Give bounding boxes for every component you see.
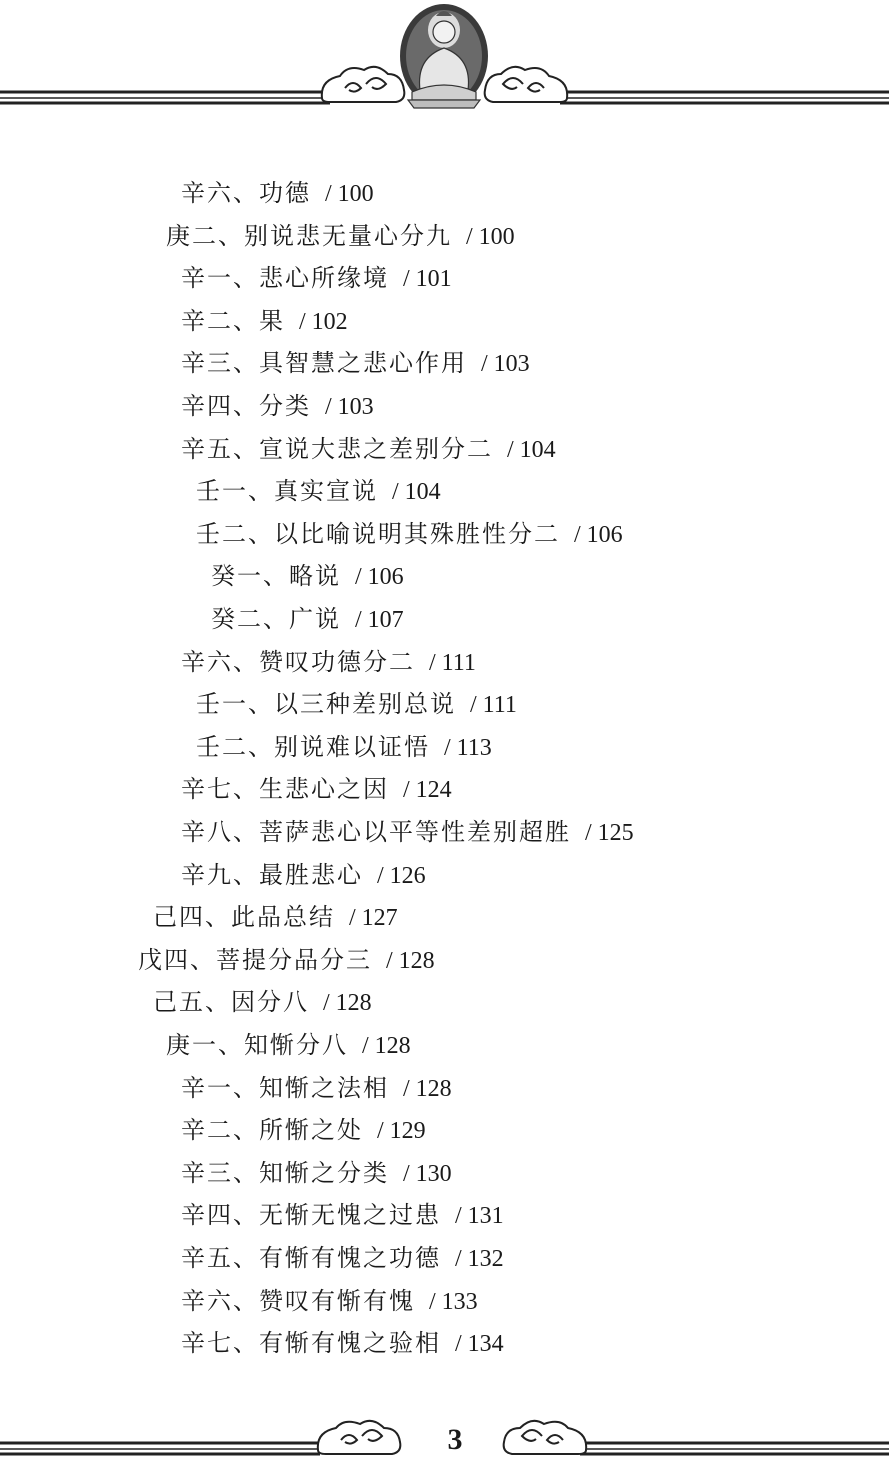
- toc-entry-page: 101: [415, 266, 452, 293]
- toc-entry: [181, 172, 374, 214]
- toc-entry-title: 壬二、以比喻说明其殊胜性分二: [196, 519, 560, 548]
- toc-entry-page: 111: [441, 649, 476, 676]
- toc-entry-title: 辛一、知惭之法相: [181, 1073, 389, 1102]
- toc-entry-page: 126: [389, 862, 426, 889]
- toc-entry: [196, 470, 441, 512]
- toc-entry-page: 125: [597, 820, 634, 846]
- toc-separator: /: [444, 734, 451, 761]
- toc-entry-title: 戊四、菩提分品分三: [138, 945, 372, 974]
- toc-entry-title: 辛七、有惭有愧之验相: [181, 1329, 441, 1358]
- toc-entry: [181, 854, 426, 896]
- toc-entry: [181, 1152, 452, 1194]
- toc-entry-title: 壬二、别说难以证悟: [196, 732, 430, 761]
- toc-separator: /: [403, 1160, 410, 1187]
- toc-separator: /: [429, 649, 436, 676]
- toc-separator: /: [362, 1033, 369, 1059]
- toc-entry-title: 辛六、功德: [181, 179, 311, 207]
- toc-entry-page: 130: [415, 1160, 452, 1187]
- toc-entry: [153, 896, 398, 938]
- cloud-scroll-icon: [318, 1421, 401, 1454]
- toc-separator: /: [455, 1331, 462, 1358]
- toc-separator: /: [403, 777, 410, 804]
- toc-entry-page: 104: [519, 436, 556, 463]
- toc-entry-title: 辛三、知惭之分类: [181, 1158, 389, 1187]
- cloud-scroll-icon: [504, 1421, 587, 1454]
- toc-entry: [181, 1109, 426, 1151]
- toc-entry-title: 辛五、宣说大悲之差别分二: [181, 434, 493, 463]
- toc-entry-title: 辛二、果: [181, 306, 285, 335]
- toc-entry-page: 106: [586, 521, 623, 548]
- toc-entry-title: 辛三、具智慧之悲心作用: [181, 349, 467, 378]
- toc-entry-title: 庚一、知惭分八: [166, 1031, 348, 1059]
- toc-separator: /: [325, 181, 332, 207]
- toc-entry-page: 133: [441, 1288, 478, 1315]
- toc-entry-page: 132: [467, 1246, 504, 1272]
- toc-entry: [181, 342, 530, 384]
- cloud-scroll-icon: [485, 67, 568, 102]
- toc-separator: /: [377, 1118, 384, 1145]
- toc-entry-page: 111: [482, 692, 517, 719]
- toc-entry-page: 134: [467, 1331, 504, 1358]
- toc-entry-title: 辛四、分类: [181, 392, 311, 420]
- toc-entry: [181, 428, 556, 470]
- toc-entry: [181, 641, 476, 683]
- toc-entry-title: 辛七、生悲心之因: [181, 775, 389, 804]
- toc-entry-page: 127: [361, 905, 398, 932]
- toc-entry-page: 128: [415, 1075, 452, 1102]
- toc-entry-page: 128: [335, 990, 372, 1017]
- toc-entry: [166, 1024, 411, 1066]
- toc-entry-title: 壬一、以三种差别总说: [196, 690, 456, 719]
- toc-entry: [138, 939, 435, 981]
- toc-entry-page: 106: [367, 564, 404, 591]
- toc-separator: /: [355, 607, 362, 633]
- toc-entry: [196, 513, 623, 555]
- toc-entry-title: 壬一、真实宣说: [196, 477, 378, 506]
- toc-entry-title: 庚二、别说悲无量心分九: [166, 221, 452, 250]
- toc-entry-page: 128: [398, 947, 435, 974]
- toc-entry: [181, 768, 452, 810]
- toc-separator: /: [392, 479, 399, 506]
- toc-entry-title: 己五、因分八: [153, 988, 309, 1017]
- toc-separator: /: [455, 1246, 462, 1272]
- toc-entry-title: 辛八、菩萨悲心以平等性差别超胜: [181, 818, 571, 846]
- toc-entry: [181, 1067, 452, 1109]
- toc-entry-page: 124: [415, 777, 452, 804]
- toc-entry: [181, 1322, 504, 1364]
- toc-separator: /: [323, 990, 330, 1017]
- toc-separator: /: [470, 692, 477, 719]
- toc-separator: /: [325, 394, 332, 420]
- toc-entry-title: 己四、此品总结: [153, 903, 335, 932]
- toc-separator: /: [377, 862, 384, 889]
- toc-entry-title: 辛二、所惭之处: [181, 1116, 363, 1145]
- toc-entry: [153, 981, 372, 1023]
- toc-entry-title: 癸二、广说: [211, 605, 341, 633]
- toc-entry-title: 辛一、悲心所缘境: [181, 264, 389, 293]
- toc-separator: /: [429, 1288, 436, 1315]
- toc-entry-title: 辛五、有惭有愧之功德: [181, 1244, 441, 1272]
- buddha-figure-icon: [400, 4, 488, 108]
- toc-separator: /: [386, 947, 393, 974]
- toc-entry-page: 102: [311, 308, 348, 335]
- toc-separator: /: [349, 905, 356, 932]
- cloud-scroll-icon: [322, 67, 405, 102]
- toc-separator: /: [585, 820, 592, 846]
- toc-entry-page: 113: [456, 734, 492, 761]
- toc-entry-page: 107: [367, 607, 404, 633]
- toc-separator: /: [403, 266, 410, 293]
- toc-entry-page: 104: [404, 479, 441, 506]
- toc-separator: /: [299, 308, 306, 335]
- toc-entry-page: 103: [493, 351, 530, 378]
- toc-entry-title: 辛六、赞叹功德分二: [181, 647, 415, 676]
- toc-separator: /: [403, 1075, 410, 1102]
- toc-entry: [196, 683, 517, 725]
- toc-entry: [181, 1237, 504, 1279]
- toc-entry-title: 辛六、赞叹有惭有愧: [181, 1286, 415, 1315]
- toc-entry: [211, 598, 404, 640]
- toc-entry-title: 辛九、最胜悲心: [181, 860, 363, 889]
- toc-separator: /: [355, 564, 362, 591]
- toc-entry-page: 131: [467, 1203, 504, 1230]
- toc-separator: /: [507, 436, 514, 463]
- toc-entry: [211, 555, 404, 597]
- toc-entry: [181, 1280, 478, 1322]
- toc-separator: /: [574, 521, 581, 548]
- toc-entry-title: 辛四、无惭无愧之过患: [181, 1201, 441, 1230]
- toc-entry: [196, 726, 492, 768]
- toc-separator: /: [466, 223, 473, 250]
- toc-entry: [181, 385, 374, 427]
- toc-separator: /: [481, 351, 488, 378]
- header-decoration: [0, 0, 889, 120]
- toc-separator: /: [455, 1203, 462, 1230]
- header-rule: [0, 92, 889, 103]
- toc-entry: [181, 257, 452, 299]
- toc-entry-page: 103: [337, 394, 374, 420]
- toc-entry-page: 100: [478, 223, 515, 250]
- toc-entry: [181, 1194, 504, 1236]
- toc-entry-page: 100: [337, 181, 374, 207]
- toc-entry-page: 128: [374, 1033, 411, 1059]
- toc-entry: [166, 215, 515, 257]
- toc-entry-page: 129: [389, 1118, 426, 1145]
- page-number: 3: [447, 1423, 463, 1456]
- toc-entry-title: 癸一、略说: [211, 562, 341, 591]
- toc-entry: [181, 300, 348, 342]
- toc-entry: [181, 811, 634, 853]
